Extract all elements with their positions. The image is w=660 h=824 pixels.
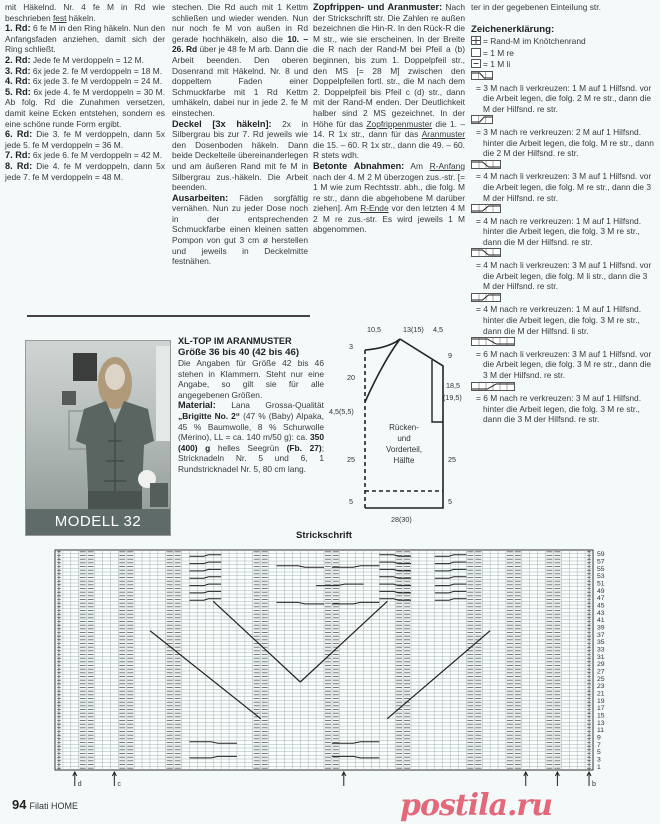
row-label: 15: [597, 712, 605, 720]
row-label: 49: [597, 587, 605, 595]
round-item: [5, 66, 165, 77]
dim-right-arm-alt: (19,5): [443, 393, 462, 402]
round-label: 5. Rd:: [5, 86, 31, 97]
legend-text: = 4 M nach re verkreuzen: 1 M auf 1 Hilfsnd. hinter die Arbeit legen, die folg. 3 M re str., dann die M der Hilfsnd. re str.: [476, 215, 642, 247]
legend-desc: [471, 349, 655, 381]
piece-label-line: Rücken-: [389, 423, 419, 432]
yarn-name: „Brigitte No. 2“: [178, 411, 240, 422]
dim-bottom: 28(30): [391, 515, 412, 524]
piece-label-line: und: [397, 434, 411, 443]
row-label: 39: [597, 624, 605, 632]
text: die 15. – 60. R 1x str., dann die 49. – 60. R stets wdh.: [313, 139, 465, 161]
model-info: [178, 336, 324, 475]
zopf-heading: Zopfrippen- und Aranmuster:: [313, 2, 443, 12]
row-label: 41: [597, 617, 605, 625]
round-item: [5, 23, 165, 55]
row-label: 33: [597, 646, 605, 654]
paragraph: [172, 119, 308, 193]
row-label: 23: [597, 683, 605, 691]
text: Nach der Strickschrift str. Die Zahlen re außen bezeichnen die Hin-R. In den Rück-R die M str., wie sie erscheinen. In der Breite die R nach der Rand-M bei Pfeil a (b) beginnen, bis zum 1. Doppelpfeil str., den MS [= 28 M] zwischen den Doppelpfeilen fortl. str., die M nach dem 2. Doppelpfeil bis Pfeil c (d) str., dann mit der Rand-M enden. Der Deutlichkeit halber sind 2 MS gezeichnet. In der Höhe für das: [313, 2, 465, 129]
cross-3-left-symbol-icon: [471, 71, 493, 80]
legend-item: [471, 48, 655, 59]
row-label: 7: [597, 741, 601, 749]
dim-left-body: 25: [347, 455, 355, 464]
row-label: 47: [597, 595, 605, 603]
arrow-icon: [587, 772, 591, 786]
row-label: 45: [597, 602, 605, 610]
legend-title: Zeichenerklärung:: [471, 23, 555, 35]
arrow-icon: [73, 772, 77, 786]
text: über je 48 fe M arb. Dann die Arbeit beenden. Den oberen Dosenrand mit Häkelnd. Nr. 8 und doppeltem Faden einer Schmuckfarbe mit 1 Rd Kettm umhäkeln, dabei nur in jede 2. fe M einstechen.: [172, 44, 308, 118]
legend-text: = 4 M nach li verkreuzen: 3 M auf 1 Hilfsnd. vor die Arbeit legen, die folg. M re str., dann die 3 M der Hilfsnd. re str.: [476, 171, 652, 203]
row-label: 53: [597, 573, 605, 581]
round-label: 6. Rd:: [5, 129, 33, 140]
row-label: 19: [597, 697, 605, 705]
cross-4-left-symbol-icon: [471, 160, 501, 169]
legend-desc: [471, 171, 655, 203]
row-label: 51: [597, 580, 605, 588]
paragraph: [172, 193, 308, 267]
model-title: XL-TOP IM ARANMUSTER: [178, 336, 292, 346]
purl-symbol-icon: [471, 59, 481, 68]
dim-left-hem: 5: [349, 497, 353, 506]
betonte-heading: Betonte Abnahmen:: [313, 160, 405, 171]
material-heading: Material:: [178, 400, 216, 411]
instructions-column-1: [5, 2, 165, 308]
legend-text: = 3 M nach re verkreuzen: 2 M auf 1 Hilfsnd. hinter die Arbeit legen, die folg. M re str., dann die 2 M der Hilfsnd. re str.: [476, 126, 654, 159]
rounds-list: [5, 23, 165, 182]
cross-4-right-purl-symbol-icon: [471, 293, 501, 302]
chart-title: Strickschrift: [296, 530, 352, 541]
row-label: 13: [597, 719, 605, 727]
window: [156, 346, 170, 441]
row-label: 11: [597, 727, 605, 735]
round-item: [5, 55, 165, 66]
round-label: 8. Rd:: [5, 160, 33, 171]
piece-label-line: Hälfte: [393, 456, 415, 465]
magazine-name: Filati HOME: [29, 801, 78, 811]
legend-desc: [471, 127, 655, 159]
round-label: 1. Rd:: [5, 23, 31, 34]
round-label: 4. Rd:: [5, 76, 31, 87]
arrow-icon: [112, 772, 116, 786]
legend-text: = Rand-M im Knötchenrand: [483, 36, 586, 47]
legend-desc: [471, 393, 655, 425]
underlined-text: R-Anfang: [429, 160, 465, 171]
legend-text: = 4 M nach li verkreuzen: 3 M auf 1 Hilfsnd. vor die Arbeit legen, die folg. M li str., dann die 3 M der Hilfsnd. re str.: [476, 260, 652, 292]
garment-schematic: [327, 322, 467, 528]
legend-column: [471, 2, 655, 530]
text: Am: [404, 160, 430, 171]
legend-text: = 4 M nach re verkreuzen: 1 M auf 1 Hilfsnd. hinter die Arbeit legen, die folg. 3 M re str., dann die M der Hilfsnd. li str.: [476, 304, 642, 336]
skirt: [88, 491, 142, 511]
intro-end: häkeln.: [66, 12, 96, 23]
continuation-text: ter in der gegebenen Einteilung str.: [471, 2, 601, 12]
yarn-color: (Fb. 27): [286, 442, 322, 453]
arrow-icon: [555, 772, 559, 786]
edge-stitch-symbol-icon: [471, 36, 481, 45]
legend-text: = 1 M li: [483, 59, 511, 70]
section-divider: [27, 315, 310, 317]
text: stechen. Die Rd auch mit 1 Kettm schließen und wieder wenden. Nun nur noch fe M von außen in Rd gerade hochhäkeln, also die: [172, 2, 308, 44]
model-label: MODELL 32: [26, 509, 170, 535]
watermark-logo: postila.ru: [400, 788, 553, 823]
row-label: 3: [597, 756, 601, 764]
rounds-bold: 10. – 26. Rd: [172, 33, 308, 55]
dim-right-top: 9: [448, 351, 452, 360]
dim-top-1: 10,5: [367, 325, 381, 334]
dim-right-body: 25: [448, 455, 456, 464]
knitting-chart: [0, 540, 660, 790]
row-label: 17: [597, 705, 605, 713]
row-label: 25: [597, 675, 605, 683]
round-text: Jede fe M verdoppeln = 12 M.: [30, 54, 144, 65]
wall-picture: [73, 353, 97, 381]
row-label: 43: [597, 609, 605, 617]
legend-item: [471, 204, 655, 247]
vase: [150, 483, 168, 507]
deckel-heading: Deckel [3x häkeln]:: [172, 118, 272, 129]
piece-label: [386, 423, 422, 465]
arrow-icon: [342, 772, 346, 786]
dim-left-mid: 20: [347, 373, 355, 382]
underlined-text: Zopfrippenmuster: [366, 118, 433, 129]
legend-desc: [471, 83, 655, 115]
text: (47 % (Baby) Alpaka, 45 % Baumwolle, 8 % Schurwolle (Merino), LL = ca. 140 m/50 g): ca.: [178, 411, 324, 443]
page-number: 94: [12, 797, 27, 812]
legend-text: = 1 M re: [483, 47, 514, 58]
round-item: [5, 129, 165, 150]
row-label: 37: [597, 631, 605, 639]
round-text: 6x jede 4. fe M verdoppeln = 30 M. Ab folg. Rd die Zunahmen versetzen, damit keine Ecken entstehen, sondern es eine schöne runde Form ergibt.: [5, 86, 165, 129]
intro-underlined: fest: [52, 12, 67, 23]
round-item: [5, 87, 165, 129]
instructions-column-2: [172, 2, 308, 308]
row-label: 9: [597, 734, 601, 742]
legend-text: = 6 M nach li verkreuzen: 3 M auf 1 Hilfsnd. vor die Arbeit legen, die folg. 3 M re str., dann die 3 M der Hilfsnd. re str.: [476, 348, 652, 380]
model-photo: [25, 340, 171, 536]
page-footer: [12, 797, 78, 812]
dim-top-2: 13(15): [403, 325, 424, 334]
legend-item: [471, 160, 655, 203]
row-label: 57: [597, 558, 605, 566]
arrow-label: b: [592, 781, 596, 788]
legend-item: [471, 36, 655, 47]
dim-top-3: 4,5: [433, 325, 443, 334]
legend-text: = 6 M nach re verkreuzen: 3 M auf 1 Hilfsnd. hinter die Arbeit legen, die folg. 3 M re str., dann die 3 M der Hilfsnd. re str.: [476, 393, 642, 425]
yarn-amount: 350 (400) g: [178, 432, 324, 453]
model-size: Größe 36 bis 40 (42 bis 46): [178, 346, 300, 358]
round-label: 7. Rd:: [5, 150, 31, 161]
row-label: 29: [597, 661, 605, 669]
text: Lana Grossa-Qualität: [215, 400, 324, 411]
ausarbeiten-heading: Ausarbeiten:: [172, 192, 229, 203]
underlined-text: Aranmuster: [421, 129, 465, 140]
cross-6-right-symbol-icon: [471, 382, 515, 391]
piece-label-line: Vorderteil,: [385, 445, 423, 454]
legend-item: [471, 71, 655, 114]
model-intro: Die Angaben für Größe 42 bis 46 stehen in Klammern. Steht nur eine Angabe, so gilt sie für alle angegebenen Größen.: [178, 358, 324, 400]
underlined-text: R-Ende: [360, 203, 389, 214]
intro-text: mit Häkelnd. Nr. 4 fe M in Rd wie beschrieben: [5, 2, 165, 23]
row-label: 1: [597, 763, 601, 771]
legend-text: = 3 M nach li verkreuzen: 1 M auf 1 Hilfsnd. vor die Arbeit legen, die folg. 2 M re str., dann die M der Hilfsnd. re str.: [476, 82, 652, 114]
round-text: 6x jede 6. fe M verdoppeln = 42 M.: [30, 150, 163, 161]
dim-left-top: 3: [349, 342, 353, 351]
legend-item: [471, 115, 655, 158]
round-item: [5, 76, 165, 87]
round-text: Die 3. fe M verdoppeln, dann 5x jede 5. fe M verdoppeln = 36 M.: [5, 129, 165, 150]
text: vor den letzten 4 M 2 M re zus.-str. Es wird jeweils 1 M abgenommen.: [313, 203, 465, 235]
round-text: Die 4. fe M verdoppeln, dann 5x jede 7. fe M verdoppeln = 48 M.: [5, 160, 165, 182]
row-label: 31: [597, 653, 605, 661]
round-text: 6 fe M in den Ring häkeln. Nun den Anfangsfaden anziehen, damit sich der Ring schließt.: [5, 23, 165, 55]
ausarbeiten-text: Fäden sorgfältig vernähen. Nun zu jeder Dose noch in der entsprechenden Schmuckfarbe einen kleinen satten Pompon von gut 3 cm ø herstellen und jeweils in Deckelmitte festnähen.: [172, 192, 308, 267]
cross-6-left-symbol-icon: [471, 337, 515, 346]
row-label: 5: [597, 749, 601, 757]
row-label: 21: [597, 690, 605, 698]
deckel-text: 2x in Silbergrau bis zur 7. Rd jeweils wie den Dosenboden häkeln. Dann beide Deckelteile übereinanderlegen und am äußeren Rand mit fe M in Silbergrau zus.-häkeln. Die Arbeit beenden.: [172, 118, 308, 193]
arrow-icon: [524, 772, 528, 786]
cross-4-left-purl-symbol-icon: [471, 248, 501, 257]
round-text: 6x jede 3. fe M verdoppeln = 24 M.: [30, 76, 163, 87]
legend-desc: [471, 304, 655, 336]
paragraph: [172, 2, 308, 119]
round-label: 3. Rd:: [5, 65, 31, 76]
wall-frame: [62, 391, 76, 405]
row-label: 35: [597, 639, 605, 647]
row-label: 27: [597, 668, 605, 676]
arrow-label: c: [117, 781, 121, 788]
model-figure-icon: [26, 341, 172, 511]
legend-item: [471, 382, 655, 425]
paragraph: [313, 2, 465, 161]
paragraph: [313, 161, 465, 235]
legend-item: [471, 293, 655, 336]
instructions-column-3: [313, 2, 465, 322]
text: die 1. – 14. R 1x str., dann für das: [313, 118, 465, 140]
arrow-label: d: [77, 781, 82, 788]
legend-desc: [471, 260, 655, 292]
legend-list: [471, 36, 655, 425]
row-label: 59: [597, 551, 605, 559]
dim-right-arm: 18,5: [446, 381, 460, 390]
legend-item: [471, 337, 655, 380]
face: [105, 364, 125, 390]
round-item: [5, 161, 165, 182]
dim-left-neck: 4,5(5,5): [329, 407, 354, 416]
round-text: 6x jede 2. fe M verdoppeln = 18 M.: [30, 65, 163, 76]
round-item: [5, 150, 165, 161]
legend-item: [471, 248, 655, 291]
material-paragraph: [178, 400, 324, 474]
text: ; Stricknadeln Nr. 5 und 6, 1 Rundstricknadel Nr. 5, 80 cm lang.: [178, 442, 325, 475]
legend-item: [471, 59, 655, 70]
text: nach der 4. M 2 M überzogen zus.-str. [= 1 M wie zum Rechtsstr. abh., die folg. M re str., dann die abgehobene M darüber ziehen]. Am: [313, 171, 465, 214]
knit-symbol-icon: [471, 48, 481, 57]
row-label: 55: [597, 565, 605, 573]
round-label: 2. Rd:: [5, 54, 31, 65]
text: helles Seegrün: [210, 442, 287, 453]
legend-desc: [471, 216, 655, 248]
intro-paragraph: [5, 2, 165, 23]
dim-right-hem: 5: [448, 497, 452, 506]
cross-4-right-symbol-icon: [471, 204, 501, 213]
cross-3-right-symbol-icon: [471, 115, 493, 124]
